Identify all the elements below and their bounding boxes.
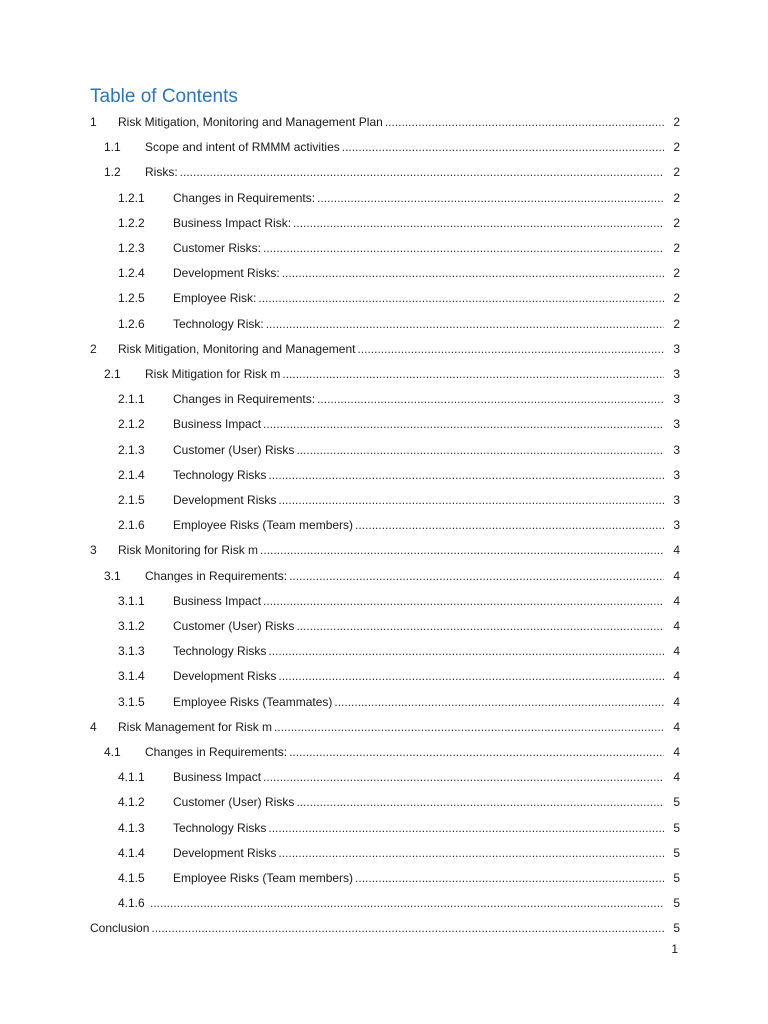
toc-entry[interactable] bbox=[0, 314, 768, 334]
toc-entry-number: 2.1.5 bbox=[118, 493, 145, 507]
toc-entry-number: 2.1.4 bbox=[118, 467, 145, 482]
toc-entry-number: 4.1.1 bbox=[118, 770, 145, 785]
toc-entry-number: 2.1.2 bbox=[118, 417, 145, 432]
toc-dot-leader bbox=[296, 616, 664, 636]
toc-entry-number: 4.1.5 bbox=[118, 871, 145, 885]
toc-entry-number: 2 bbox=[90, 341, 97, 356]
toc-entry-page: 2 bbox=[673, 190, 680, 205]
toc-entry-number: 2.1 bbox=[104, 367, 121, 381]
toc-entry[interactable] bbox=[0, 792, 768, 812]
toc-entry-text: Business Impact bbox=[173, 417, 262, 432]
toc-entry-number: 1.2.3 bbox=[118, 241, 145, 255]
toc-entry-text: Employee Risks (Team members) bbox=[173, 518, 354, 533]
toc-entry[interactable] bbox=[0, 188, 768, 208]
toc-dot-leader bbox=[263, 767, 664, 787]
toc-entry-page: 4 bbox=[673, 593, 680, 608]
toc-entry-page: 4 bbox=[673, 745, 680, 759]
toc-entry[interactable] bbox=[0, 818, 768, 838]
toc-entry[interactable] bbox=[0, 414, 768, 434]
toc-entry-number: 3.1 bbox=[104, 568, 121, 583]
toc-entry-page: 4 bbox=[673, 568, 680, 583]
toc-entry-number: 1.1 bbox=[104, 140, 121, 155]
toc-title: Table of Contents bbox=[90, 86, 238, 107]
toc-entry[interactable] bbox=[0, 616, 768, 636]
toc-entry-text: Customer (User) Risks bbox=[173, 795, 295, 810]
toc-entry-number: 3.1.3 bbox=[118, 644, 145, 659]
toc-entry-text: Development Risks: bbox=[173, 266, 280, 281]
toc-entry[interactable] bbox=[0, 288, 768, 308]
toc-dot-leader bbox=[263, 238, 664, 258]
toc-entry-text: Changes in Requirements: bbox=[173, 392, 316, 407]
toc-entry[interactable] bbox=[0, 465, 768, 485]
toc-dot-leader bbox=[263, 591, 664, 611]
toc-dot-leader bbox=[342, 137, 664, 157]
toc-entry-page: 2 bbox=[673, 291, 680, 306]
toc-entry-page: 5 bbox=[673, 845, 680, 860]
toc-entry-text: Employee Risk: bbox=[173, 291, 257, 306]
toc-entry[interactable] bbox=[0, 213, 768, 233]
toc-entry-text: Customer Risks: bbox=[173, 241, 262, 255]
toc-dot-leader bbox=[357, 339, 664, 359]
toc-entry-text: Risk Monitoring for Risk m bbox=[118, 543, 259, 558]
toc-entry-page: 4 bbox=[673, 719, 680, 734]
toc-entry-page: 5 bbox=[673, 896, 680, 911]
toc-entry[interactable] bbox=[0, 339, 768, 359]
toc-entry[interactable] bbox=[0, 112, 768, 132]
toc-dot-leader bbox=[278, 843, 664, 863]
toc-dot-leader bbox=[317, 188, 664, 208]
toc-entry[interactable] bbox=[0, 389, 768, 409]
toc-entry-page: 4 bbox=[673, 694, 680, 709]
toc-entry-number: 2.1.1 bbox=[118, 392, 145, 407]
toc-dot-leader bbox=[296, 440, 664, 460]
toc-entry-page: 2 bbox=[673, 316, 680, 331]
toc-entry-page: 5 bbox=[673, 795, 680, 810]
toc-dot-leader bbox=[289, 742, 664, 762]
toc-entry-text: Development Risks bbox=[173, 669, 277, 684]
toc-entry-text: Business Impact Risk: bbox=[173, 215, 292, 230]
toc-entry-number: 4.1.4 bbox=[118, 845, 145, 860]
toc-dot-leader bbox=[278, 666, 664, 686]
toc-entry-page: 2 bbox=[673, 266, 680, 281]
toc-entry[interactable] bbox=[0, 137, 768, 157]
toc-entry-number: 1 bbox=[90, 115, 97, 129]
toc-dot-leader bbox=[258, 288, 664, 308]
toc-entry-page: 4 bbox=[673, 669, 680, 684]
toc-entry-text: Development Risks bbox=[173, 493, 277, 507]
toc-entry-number: 3 bbox=[90, 543, 97, 558]
toc-entry-number: 3.1.2 bbox=[118, 619, 145, 633]
toc-entry[interactable] bbox=[0, 263, 768, 283]
toc-entry-page: 3 bbox=[673, 518, 680, 533]
toc-entry-text: Risk Mitigation, Monitoring and Management Plan bbox=[118, 115, 383, 129]
toc-entry-number: 3.1.4 bbox=[118, 669, 145, 684]
toc-entry-page: 3 bbox=[673, 417, 680, 432]
toc-dot-leader bbox=[317, 389, 664, 409]
toc-entry-page: 4 bbox=[673, 770, 680, 785]
toc-entry-text: Business Impact bbox=[173, 770, 262, 785]
toc-entry[interactable] bbox=[0, 717, 768, 737]
toc-entry-text: Technology Risks bbox=[173, 644, 267, 659]
toc-entry[interactable] bbox=[0, 893, 768, 913]
toc-entry-text: Changes in Requirements: bbox=[145, 568, 288, 583]
toc-entry-page: 3 bbox=[673, 467, 680, 482]
toc-entry-text: Technology Risks bbox=[173, 820, 267, 835]
toc-dot-leader bbox=[355, 868, 664, 888]
toc-dot-leader bbox=[268, 641, 664, 661]
toc-dot-leader bbox=[151, 918, 664, 938]
toc-entry-page: 2 bbox=[673, 140, 680, 155]
toc-entry[interactable] bbox=[0, 742, 768, 762]
toc-dot-leader bbox=[274, 717, 664, 737]
toc-entry[interactable] bbox=[0, 162, 768, 182]
toc-entry-page: 3 bbox=[673, 392, 680, 407]
toc-entry[interactable] bbox=[0, 540, 768, 560]
toc-dot-leader bbox=[296, 792, 664, 812]
page-number: 1 bbox=[671, 942, 678, 956]
toc-dot-leader bbox=[293, 213, 664, 233]
toc-entry-number: 1.2 bbox=[104, 165, 121, 180]
toc-dot-leader bbox=[282, 263, 664, 283]
toc-dot-leader bbox=[266, 314, 664, 334]
toc-entry-text: Risks: bbox=[145, 165, 178, 180]
toc-entry-text: Technology Risk: bbox=[173, 316, 264, 331]
toc-entry-page: 2 bbox=[673, 165, 680, 180]
toc-entry-number: 4 bbox=[90, 719, 97, 734]
toc-dot-leader bbox=[260, 540, 664, 560]
toc-entry-page: 2 bbox=[673, 215, 680, 230]
toc-entry-number: 1.2.6 bbox=[118, 316, 145, 331]
toc-entry-page: 4 bbox=[673, 543, 680, 558]
toc-dot-leader bbox=[282, 364, 664, 384]
toc-entry[interactable] bbox=[0, 843, 768, 863]
toc-entry-text: Technology Risks bbox=[173, 467, 267, 482]
toc-dot-leader bbox=[268, 818, 664, 838]
toc-entry[interactable] bbox=[0, 364, 768, 384]
toc-entry-text: Development Risks bbox=[173, 845, 277, 860]
toc-dot-leader bbox=[385, 112, 664, 132]
toc-entry-page: 3 bbox=[673, 442, 680, 457]
toc-entry-text: Changes in Requirements: bbox=[173, 190, 316, 205]
toc-entry[interactable] bbox=[0, 440, 768, 460]
toc-entry-page: 5 bbox=[673, 820, 680, 835]
toc-entry[interactable] bbox=[0, 515, 768, 535]
toc-dot-leader bbox=[180, 162, 664, 182]
toc-entry-page: 5 bbox=[673, 921, 680, 936]
toc-entry-page: 4 bbox=[673, 619, 680, 633]
toc-dot-leader bbox=[263, 414, 664, 434]
toc-entry-page: 4 bbox=[673, 644, 680, 659]
toc-entry-number: 4.1.6 bbox=[118, 896, 145, 911]
toc-entry-text: Scope and intent of RMMM activities bbox=[145, 140, 340, 155]
toc-entry-number: 3.1.5 bbox=[118, 694, 145, 709]
toc-entry-text: Employee Risks (Team members) bbox=[173, 871, 354, 885]
toc-entry[interactable] bbox=[0, 767, 768, 787]
toc-entry[interactable] bbox=[0, 666, 768, 686]
toc-entry[interactable] bbox=[0, 692, 768, 712]
toc-entry-number: 4.1 bbox=[104, 745, 121, 759]
toc-entry-number: 1.2.1 bbox=[118, 190, 145, 205]
toc-entry-text: Customer (User) Risks bbox=[173, 619, 295, 633]
toc-entry-page: 3 bbox=[673, 493, 680, 507]
toc-entry-text: Conclusion bbox=[90, 921, 150, 936]
toc-entry-number: 3.1.1 bbox=[118, 593, 145, 608]
toc-entry[interactable] bbox=[0, 868, 768, 888]
toc-entry[interactable] bbox=[0, 641, 768, 661]
toc-dot-leader bbox=[355, 515, 664, 535]
toc-entry-page: 2 bbox=[673, 241, 680, 255]
toc-entry-number: 1.2.2 bbox=[118, 215, 145, 230]
toc-entry-number: 2.1.6 bbox=[118, 518, 145, 533]
toc-entry[interactable] bbox=[0, 591, 768, 611]
toc-entry-text: Changes in Requirements: bbox=[145, 745, 288, 759]
toc-entry[interactable] bbox=[0, 490, 768, 510]
toc-entry-text: Risk Mitigation for Risk m bbox=[145, 367, 281, 381]
toc-entry[interactable] bbox=[0, 566, 768, 586]
toc-entry-text: Customer (User) Risks bbox=[173, 442, 295, 457]
toc-entry-number: 4.1.2 bbox=[118, 795, 145, 810]
toc-entry-number: 4.1.3 bbox=[118, 820, 145, 835]
toc-entry-text: Business Impact bbox=[173, 593, 262, 608]
toc-entry[interactable] bbox=[0, 238, 768, 258]
toc-dot-leader bbox=[289, 566, 664, 586]
toc-entry-text: Employee Risks (Teammates) bbox=[173, 694, 333, 709]
toc-entry-text: Risk Management for Risk m bbox=[118, 719, 273, 734]
toc-entry-number: 2.1.3 bbox=[118, 442, 145, 457]
toc-entry-page: 3 bbox=[673, 341, 680, 356]
toc-entry-number: 1.2.5 bbox=[118, 291, 145, 306]
toc-entry-page: 2 bbox=[673, 115, 680, 129]
toc-entry-page: 5 bbox=[673, 871, 680, 885]
toc-dot-leader bbox=[278, 490, 664, 510]
toc-entry-number: 1.2.4 bbox=[118, 266, 145, 281]
toc-dot-leader bbox=[268, 465, 664, 485]
toc-entry-text: Risk Mitigation, Monitoring and Management bbox=[118, 341, 356, 356]
toc-entry-page: 3 bbox=[673, 367, 680, 381]
toc-dot-leader bbox=[334, 692, 664, 712]
toc-dot-leader bbox=[150, 893, 664, 913]
toc-entry[interactable] bbox=[0, 918, 768, 938]
